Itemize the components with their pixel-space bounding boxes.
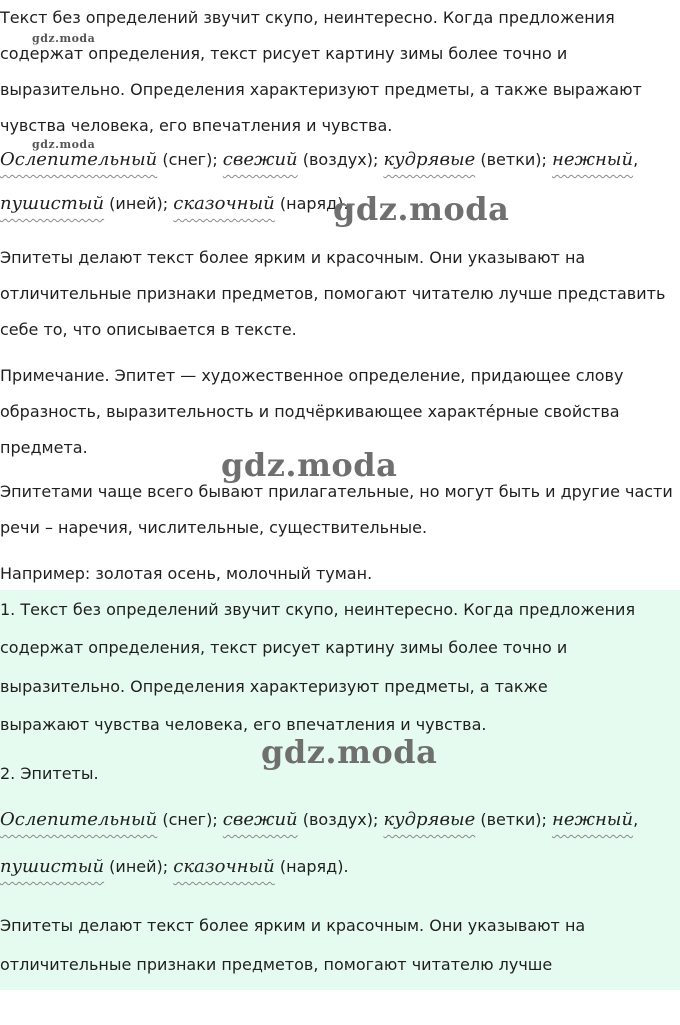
text-line: содержат определения, текст рисует картину зимы более точно и <box>0 44 568 63</box>
text-line: чувства человека, его впечатления и чувства. <box>0 116 393 135</box>
epithet: нежный <box>551 149 634 170</box>
watermark: gdz.moda <box>333 190 510 228</box>
text-line: Эпитетами чаще всего бывают прилагательные, но могут быть и другие части <box>0 482 673 501</box>
epithet: сказочный <box>173 193 275 214</box>
text-line: Например: золотая осень, молочный туман. <box>0 564 373 583</box>
epithet-line <box>0 810 638 830</box>
watermark: gdz.moda <box>32 32 96 45</box>
epithet: свежий <box>222 809 298 830</box>
text-line: Текст без определений звучит скупо, неинтересно. Когда предложения <box>0 8 615 27</box>
watermark: gdz.moda <box>32 138 96 151</box>
answer-line: 1. Текст без определений звучит скупо, неинтересно. Когда предложения <box>0 600 636 619</box>
text-line: предмета. <box>0 438 88 457</box>
answer-line: отличительные признаки предметов, помогают читателю лучше <box>0 955 553 974</box>
answer-line: 2. Эпитеты. <box>0 764 99 783</box>
epithet: нежный <box>551 809 634 830</box>
text-line: образность, выразительность и подчёркивающее характе́рные свойства <box>0 402 620 421</box>
punctuation: , <box>633 810 639 829</box>
text-line: Примечание. Эпитет — художественное определение, придающее слову <box>0 366 624 385</box>
epithet: кудрявые <box>383 149 476 170</box>
epithet: пушистый <box>0 193 105 214</box>
epithet: Ослепительный <box>0 809 158 830</box>
text-line: выразительно. Определения характеризуют предметы, а также выражают <box>0 80 642 99</box>
noun: (снег); <box>157 150 223 169</box>
noun: (ветки); <box>475 810 552 829</box>
noun: (ветки); <box>475 150 552 169</box>
epithet-line <box>0 150 638 170</box>
text-line: себе то, что описывается в тексте. <box>0 320 297 339</box>
text-line: отличительные признаки предметов, помогают читателю лучше представить <box>0 284 666 303</box>
answer-line: Эпитеты делают текст более ярким и красочным. Они указывают на <box>0 916 586 935</box>
answer-line: выражают чувства человека, его впечатления и чувства. <box>0 715 487 734</box>
answer-line: выразительно. Определения характеризуют предметы, а также <box>0 677 548 696</box>
answer-line: содержат определения, текст рисует картину зимы более точно и <box>0 638 568 657</box>
noun: (наряд). <box>274 857 349 876</box>
epithet-line <box>0 857 349 877</box>
noun: (воздух); <box>297 810 384 829</box>
epithet: пушистый <box>0 856 105 877</box>
noun: (иней); <box>104 194 174 213</box>
punctuation: , <box>633 150 639 169</box>
noun: (иней); <box>104 857 174 876</box>
epithet: сказочный <box>173 856 275 877</box>
watermark: gdz.moda <box>221 446 398 484</box>
noun: (снег); <box>157 810 223 829</box>
text-line: речи – наречия, числительные, существительные. <box>0 518 428 537</box>
noun: (наряд). <box>274 194 349 213</box>
watermark: gdz.moda <box>261 733 438 771</box>
epithet: кудрявые <box>383 809 476 830</box>
epithet: свежий <box>222 149 298 170</box>
epithet-line <box>0 194 349 214</box>
epithet: Ослепительный <box>0 149 158 170</box>
noun: (воздух); <box>297 150 384 169</box>
text-line: Эпитеты делают текст более ярким и красочным. Они указывают на <box>0 248 586 267</box>
